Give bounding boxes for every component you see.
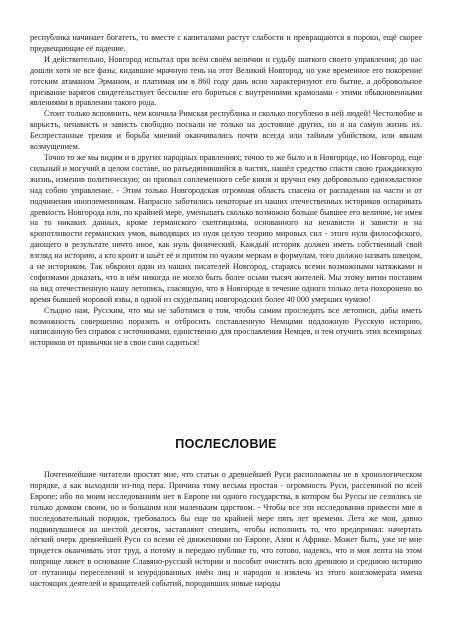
afterword-text-section xyxy=(30,470,422,590)
section-heading: ПОСЛЕСЛОВИЕ xyxy=(175,437,277,451)
main-text-section xyxy=(30,33,422,349)
paragraph-1: республика начинает богатеть, то вместе с капиталами растут слабости и превращаются в пороки, ещё скорее предвещающие её падение. xyxy=(30,33,422,53)
paragraph-2: И действительно, Новгород испытал при всём своём величии и судьбу шаткого своего управления; до нас дошли хотя не все фазы, кидавшие мрачную тень на этот Великий Новгород, но уже временное его покорение готским атаманом Эрманом, и платимая им в 860 году дань ясно характеризуют его бытие, а добровольное призвание варягов свидетельствует бессилие его бороться с внутренними крамолами - этими обыкновенными явлениями в правлении такого рода. xyxy=(30,54,422,108)
afterword-paragraph-1: Почтеннейшие читатели простят мне, что статьи о древнейшей Руси расположены не в хронологическом порядке, а как выходили из-под пера. Причина тому весьма простая - огромность Руси, рассеянной по всей Европе; ибо по моим исследованиям нет в Европе ни одного государства, в котором бы Руссы не селились не только домком своим, но и большим или маленьким царством. - Чтобы все эти исследования привести мне в последовательный порядок, требовалось бы еще по крайней мере пять лет времени. Лета же мои, давно подвинувшиеся на шестой десяток, заставляют спешить, чтобы исполнить то, что предпринял: начертать лёгкий очерк древнейшей Руси со всеми её движениями по Европе, Азии и Африке. Может быть, уже не мне придется оканчивать этот труд, а потому и передаю публике то, что готово, надеясь, что и моя лепта на этом поприще ляжет в основание Славяно-русской истории и пособит очистить всю древнюю и среднюю историю от путаницы переселений и изуродованных имён лиц и народов и извлечь из этого конгломерата имена настоящих деятелей и вращателей событий, породивших новые народы xyxy=(30,470,422,589)
paragraph-3: Стоит только вспомнить, чем кончила Римская республика и сколько погублено в ней людей! Честолюбие и корысть, ненависть и зависть свободно поскали не только на достояние других, но и на самую жизнь их. Беспрестанные трения и борьба мнений оканчивались почти всегда или тайным убийством, или явным возмущением. xyxy=(30,109,422,152)
paragraph-5: Стыдно нам, Русским, что мы не заботимся о том, чтобы самим проследить все летописи, дабы иметь возможность совершенно поразить и отбросить составленную Немцами подложную Русскую историю, написанную без справок с источниками, единственно для прославления Немцев, и тем отучить этих всемирных историков от привычки не в свои сани садиться! xyxy=(30,305,422,348)
paragraph-4: Точно то же мы видим и в других народных правлениях; точно то же было и в Новгороде, но Новгород, еще сильный и могучий в целом составе, но разъединившийся в частях, нашёл средство спасти свою гражданскую жизнь, изменив политическую; он призвал соплеменного себе князя и вручил ему добровольно единовластное над собою управление. - Этим только Новгородская огромная область спасена от распадения на части и от подчинения иноплеменникам. Напрасно заботились некоторые из наших отечественных историков оспаривать древность Новгорода или, по крайней мере, уменьшать сколько возможно больше бывшее его величие, не имея на то никаких данных, кроме германского скептицизма, основанного на ненависти и зависти и на кропотливости германских умов, выводящих из нуля целую теорию мировых сил - этого нуля философского, дающего в результате ничто иное, как нуль физический. Каждый историк должен иметь собственный свой взгляд на историю, а кто кроит и шьёт её и притом по чужим меркам и формулам, того должно назвать швецом, а не историком. Так обкроил один из наших писателей Новгород, стараясь всеми возможными натяжками и софизмами доказать, что в нём никогда не могло быть более осьми тысяч жителей. Мы этому вятии поставим на вид отечественную нашу летопись, гласящую, что в Новгороде в течение одного только лета похоронено во время бывшей моровой язвы, в одной из скудельниц новгородских более 40 000 умерших чумою! xyxy=(30,152,422,304)
